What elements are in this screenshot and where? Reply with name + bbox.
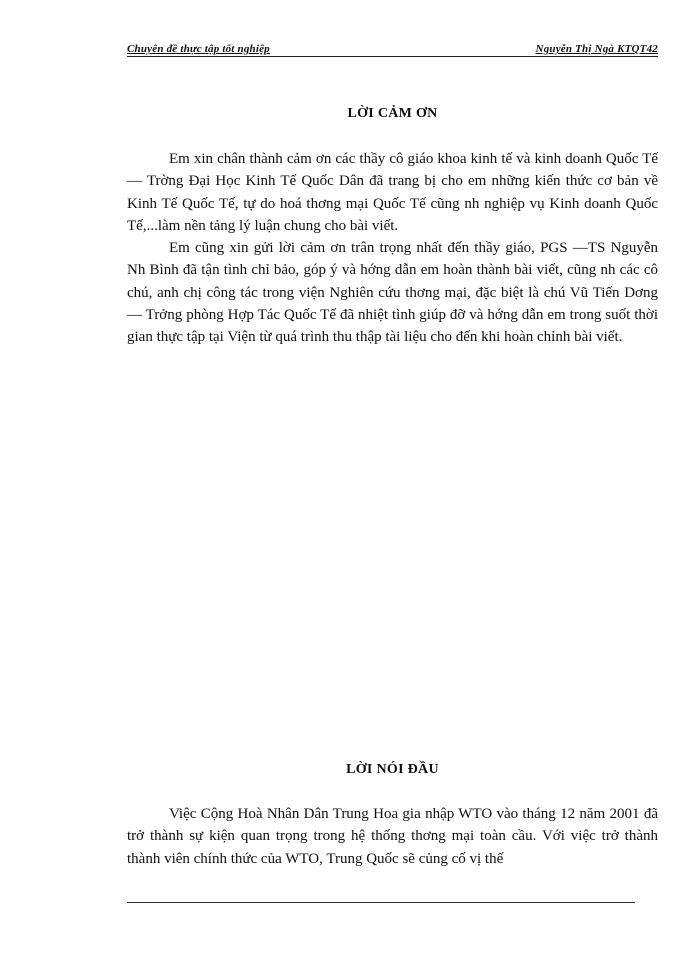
foreword-section [127, 803, 658, 870]
page-header [127, 39, 658, 57]
acknowledgement-title: LỜI CẢM ƠN [347, 106, 438, 121]
header-right-text: Nguyễn Thị Ngà KTQT42 [535, 43, 658, 55]
foreword-paragraph-1: Việc Cộng Hoà Nhân Dân Trung Hoa gia nhập WTO vào tháng 12 năm 2001 đã trở thành sự kiện quan trọng trong hệ thống thơng mại toàn cầu. Với việc trở thành thành viên chính thức của WTO, Trung Quốc sẽ củng cố vị thế [127, 806, 658, 867]
footer-rule [127, 902, 635, 903]
acknowledgement-section [127, 148, 658, 349]
acknowledgement-paragraph-1: Em xin chân thành cảm ơn các thầy cô giáo khoa kinh tế và kinh doanh Quốc Tế — Trờng Đại Học Kinh Tế Quốc Dân đã trang bị cho em những kiến thức cơ bản về Kinh Tế Quốc Tế, tự do hoá thơng mại Quốc Tế cũng nh nghiệp vụ Kinh doanh Quốc Tế,...làm nền tảng lý luận chung cho bài viết. [127, 151, 658, 234]
foreword-title: LỜI NÓI ĐẦU [346, 762, 439, 777]
acknowledgement-paragraph-2: Em cũng xin gửi lời cảm ơn trân trọng nhất đến thầy giáo, PGS —TS Nguyễn Nh Bình đã tận tình chỉ bảo, góp ý và hớng dẫn em hoàn thành bài viết, cũng nh các cô chú, anh chị công tác trong viện Nghiên cứu thơng mại, đặc biệt là chú Vũ Tiến Dơng — Trởng phòng Hợp Tác Quốc Tế đã nhiệt tình giúp đỡ và hớng dẫn em trong suốt thời gian thực tập tại Viện từ quá trình thu thập tài liệu cho đến khi hoàn chỉnh bài viết. [127, 240, 658, 346]
header-left-text: Chuyên đề thực tập tốt nghiệp [127, 43, 270, 55]
